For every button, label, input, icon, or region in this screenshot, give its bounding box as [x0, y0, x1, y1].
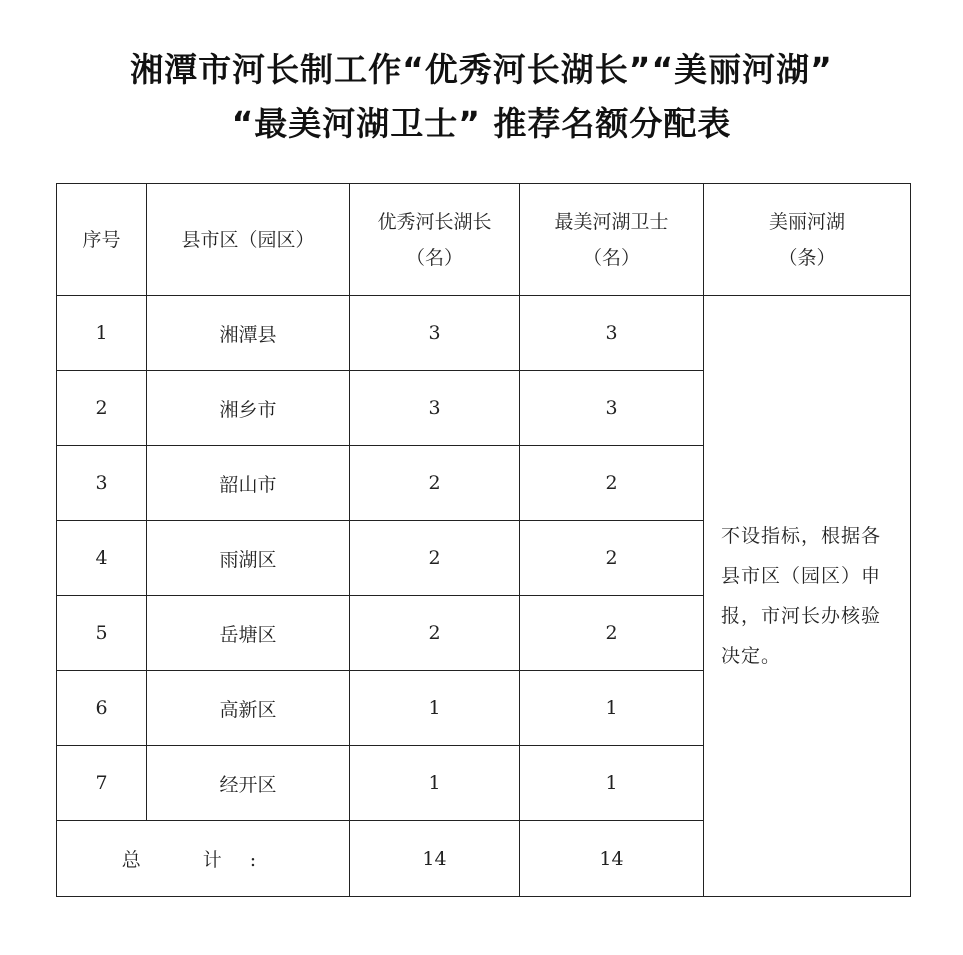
header-guardian — [520, 184, 704, 296]
cell-chief-count: 1 — [350, 671, 520, 746]
cell-guardian-count: 1 — [520, 746, 704, 821]
cell-guardian-count: 3 — [520, 296, 704, 371]
header-beautiful-lake — [704, 184, 911, 296]
cell-guardian-count: 2 — [520, 596, 704, 671]
cell-seq: 4 — [57, 521, 147, 596]
header-guardian-label: 最美河湖卫士 — [554, 210, 669, 233]
cell-seq: 2 — [57, 371, 147, 446]
cell-chief-count: 3 — [350, 296, 520, 371]
cell-seq: 5 — [57, 596, 147, 671]
cell-district: 经开区 — [147, 746, 350, 821]
total-label: 总 计: — [57, 821, 350, 897]
cell-seq: 3 — [57, 446, 147, 521]
quota-table — [56, 183, 911, 897]
cell-district: 湘乡市 — [147, 371, 350, 446]
cell-district: 湘潭县 — [147, 296, 350, 371]
cell-chief-count: 2 — [350, 596, 520, 671]
cell-seq: 7 — [57, 746, 147, 821]
document-title-line1: 湘潭市河长制工作“优秀河长湖长”“美丽河湖” — [130, 50, 833, 89]
cell-district: 岳塘区 — [147, 596, 350, 671]
cell-district: 雨湖区 — [147, 521, 350, 596]
cell-district: 韶山市 — [147, 446, 350, 521]
header-excellent-chief-label: 优秀河长湖长 — [377, 210, 492, 233]
cell-seq: 6 — [57, 671, 147, 746]
header-excellent-chief-unit: （名） — [405, 246, 463, 269]
table-row — [57, 296, 911, 371]
cell-seq: 1 — [57, 296, 147, 371]
table-header-row — [57, 184, 911, 296]
header-beautiful-lake-unit: （条） — [778, 246, 836, 269]
cell-chief-count: 2 — [350, 446, 520, 521]
header-excellent-chief — [350, 184, 520, 296]
cell-guardian-count: 2 — [520, 446, 704, 521]
cell-chief-count: 1 — [350, 746, 520, 821]
total-chief-count: 14 — [350, 821, 520, 897]
header-beautiful-lake-label: 美丽河湖 — [768, 210, 845, 233]
cell-district: 高新区 — [147, 671, 350, 746]
cell-guardian-count: 2 — [520, 521, 704, 596]
document-title-line2: “最美河湖卫士” 推荐名额分配表 — [231, 104, 732, 143]
header-seq: 序号 — [57, 184, 147, 296]
cell-chief-count: 3 — [350, 371, 520, 446]
total-guardian-count: 14 — [520, 821, 704, 897]
cell-chief-count: 2 — [350, 521, 520, 596]
beautiful-lake-note: 不设指标，根据各县市区（园区）申报，市河长办核验决定。 — [721, 525, 882, 667]
cell-guardian-count: 3 — [520, 371, 704, 446]
beautiful-lake-note-cell — [704, 296, 911, 897]
cell-guardian-count: 1 — [520, 671, 704, 746]
header-district: 县市区（园区） — [147, 184, 350, 296]
header-guardian-unit: （名） — [582, 246, 640, 269]
